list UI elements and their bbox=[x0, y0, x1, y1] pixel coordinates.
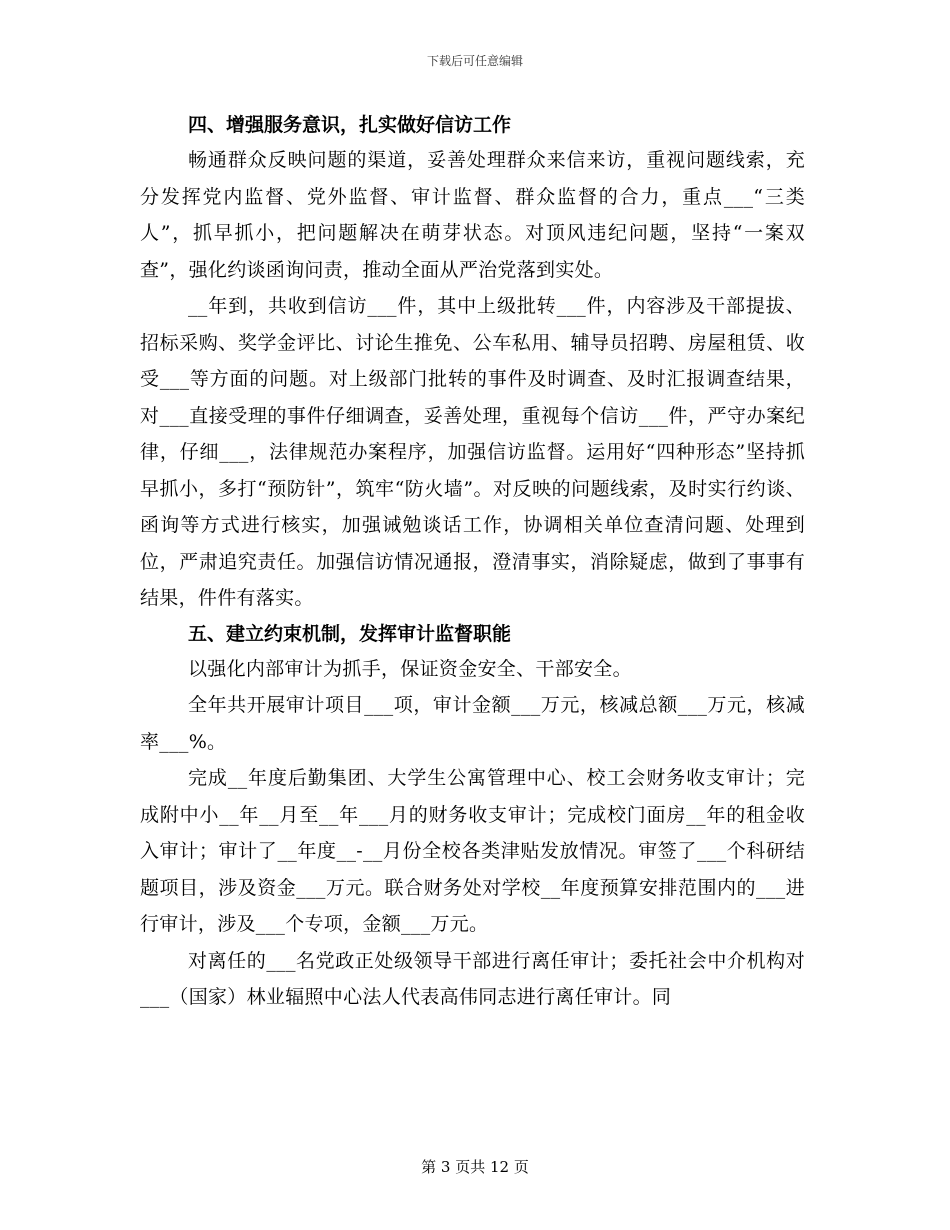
paragraph: __年到，共收到信访___件，其中上级批转___件，内容涉及干部提拔、招标采购、奖学金评比、讨论生推免、公车私用、辅导员招聘、房屋租赁、收受___等方面的问题。对上级部门批转的事件及时调查、及时汇报调查结果，对___直接受理的事件仔细调查，妥善处理，重视每个信访___件，严守办案纪律，仔细___，法律规范办案程序，加强信访监督。运用好“四种形态”坚持抓早抓小，多打“预防针”，筑牢“防火墙”。对反映的问题线索，及时实行约谈、函询等方式进行核实，加强诫勉谈话工作，协调相关单位查清问题、处理到位，严肃追究责任。加强信访情况通报，澄清事实，消除疑虑，做到了事事有结果，件件有落实。 bbox=[140, 295, 805, 609]
paragraph: 全年共开展审计项目___项，审计金额___万元，核减总额___万元，核减率___%。 bbox=[140, 694, 805, 753]
section-heading: 四、增强服务意识，扎实做好信访工作 bbox=[188, 114, 512, 136]
page-header-note: 下载后可任意编辑 bbox=[426, 54, 523, 68]
page-number: 第 3 页共 12 页 bbox=[421, 1158, 529, 1176]
document-body bbox=[140, 108, 805, 1016]
section-heading: 五、建立约束机制，发挥审计监督职能 bbox=[188, 622, 512, 645]
paragraph: 对离任的___名党政正处级领导干部进行离任审计；委托社会中介机构对___（国家）林业辐照中心法人代表高伟同志进行离任审计。同 bbox=[140, 949, 805, 1008]
paragraph: 畅通群众反映问题的渠道，妥善处理群众来信来访，重视问题线索，充分发挥党内监督、党外监督、审计监督、群众监督的合力，重点___“三类人”，抓早抓小，把问题解决在萌芽状态。对顶风违纪问题，坚持“一案双查”，强化约谈函询问责，推动全面从严治党落到实处。 bbox=[140, 149, 805, 281]
paragraph: 完成__年度后勤集团、大学生公寓管理中心、校工会财务收支审计；完成附中小__年__月至__年___月的财务收支审计；完成校门面房__年的租金收入审计；审计了__年度__-__月份全校各类津贴发放情况。审签了___个科研结题项目，涉及资金___万元。联合财务处对学校__年度预算安排范围内的___进行审计，涉及___个专项，金额___万元。 bbox=[140, 767, 805, 935]
section-audit bbox=[140, 617, 805, 1016]
section-letters-visits bbox=[140, 108, 805, 617]
paragraph: 以强化内部审计为抓手，保证资金安全、干部安全。 bbox=[188, 657, 632, 680]
